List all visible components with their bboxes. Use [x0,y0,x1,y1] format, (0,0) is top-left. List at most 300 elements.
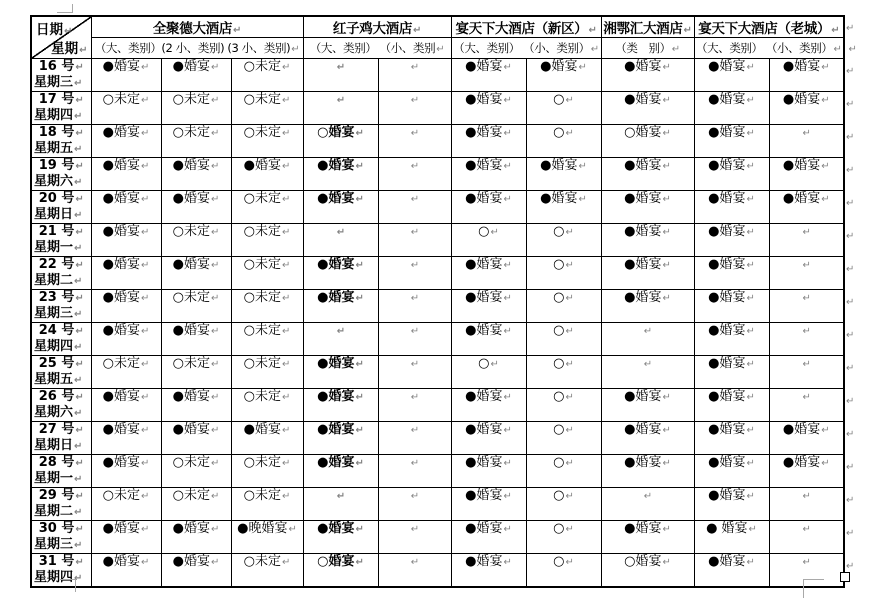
schedule-cell [769,257,844,290]
schedule-cell: ●婚宴↵ [91,191,161,224]
paragraph-mark: ↵ [503,95,512,106]
paragraph-mark: ↵ [74,540,83,551]
schedule-row [31,323,860,356]
schedule-row [31,455,860,488]
schedule-cell: ○未定↵ [231,191,303,224]
schedule-cell: ○未定↵ [231,554,303,588]
paragraph-mark: ↵ [281,293,291,304]
paragraph-mark: ↵ [662,557,671,568]
paragraph-mark: ↵ [846,296,855,308]
schedule-cell: ●婚宴↵ [451,422,526,455]
schedule-cell: ○未定↵ [231,323,303,356]
paragraph-mark: ↵ [846,527,855,539]
paragraph-mark: ↵ [74,78,83,89]
paragraph-mark: ↵ [503,491,512,502]
hotel-header-xiang-e-hui: 湘鄂汇大酒店↵ [601,16,694,38]
schedule-cell: ○未定↵ [161,92,231,125]
paragraph-mark: ↵ [846,131,855,143]
row-end-mark [844,521,860,554]
paragraph-mark: ↵ [643,491,653,502]
schedule-cell: ○未定↵ [161,290,231,323]
paragraph-mark: ↵ [74,507,83,518]
schedule-cell: ●婚宴↵ [526,191,601,224]
date-label: 20 号↵ [38,191,84,206]
paragraph-mark: ↵ [355,194,364,205]
paragraph-mark: ↵ [503,326,512,337]
paragraph-mark: ↵ [503,458,512,469]
category-header-yantianxia-laocheng: （大、类别） （小、类别）↵ [694,38,844,59]
date-label: 31 号↵ [38,554,84,569]
schedule-cell: ●婚宴↵ [601,521,694,554]
paragraph-mark: ↵ [74,276,83,287]
paragraph-mark: ↵ [281,227,291,238]
paragraph-mark: ↵ [75,194,84,205]
paragraph-mark: ↵ [75,458,84,469]
paragraph-mark: ↵ [662,128,671,139]
schedule-cell: ●婚宴↵ [694,455,769,488]
paragraph-mark: ↵ [565,425,574,436]
paragraph-mark: ↵ [802,359,811,370]
date-cell [31,125,91,158]
paragraph-mark: ↵ [746,458,755,469]
schedule-cell: ●婚宴↵ [694,422,769,455]
schedule-cell [378,389,451,422]
paragraph-mark: ↵ [410,557,420,568]
paragraph-mark: ↵ [821,425,830,436]
schedule-cell: ●婚宴↵ [161,158,231,191]
schedule-cell: ○↵ [526,521,601,554]
paragraph-mark: ↵ [140,524,150,535]
paragraph-mark: ↵ [210,326,220,337]
paragraph-mark: ↵ [281,194,291,205]
paragraph-mark: ↵ [355,293,364,304]
schedule-cell: ●婚宴↵ [601,290,694,323]
schedule-cell: ●婚宴↵ [161,422,231,455]
paragraph-mark: ↵ [503,62,512,73]
paragraph-mark: ↵ [355,458,364,469]
schedule-cell: ○未定↵ [161,125,231,158]
paragraph-mark: ↵ [846,164,855,176]
schedule-cell: ○未定↵ [161,488,231,521]
paragraph-mark: ↵ [802,293,811,304]
date-cell [31,59,91,92]
paragraph-mark: ↵ [210,128,220,139]
paragraph-mark: ↵ [503,128,512,139]
paragraph-mark: ↵ [75,227,84,238]
schedule-cell [769,125,844,158]
schedule-cell: ●婚宴↵ [694,488,769,521]
paragraph-mark: ↵ [336,95,346,106]
row-end-mark [844,16,860,38]
schedule-cell: ●婚宴↵ [601,422,694,455]
paragraph-mark: ↵ [336,227,346,238]
category-header-hongziji: （大、类别） （小、类别↵ [303,38,451,59]
paragraph-mark: ↵ [662,95,671,106]
paragraph-mark: ↵ [281,326,291,337]
schedule-cell: ●婚宴↵ [769,422,844,455]
weekday-label: 星期六↵ [34,405,83,420]
paragraph-mark: ↵ [64,26,73,37]
schedule-cell [378,290,451,323]
paragraph-mark: ↵ [410,326,420,337]
paragraph-mark: ↵ [503,293,512,304]
schedule-cell: ○↵ [451,224,526,257]
paragraph-mark: ↵ [565,293,574,304]
paragraph-mark: ↵ [281,62,291,73]
paragraph-mark: ↵ [74,144,83,155]
paragraph-mark: ↵ [662,62,671,73]
paragraph-mark: ↵ [233,25,242,36]
paragraph-mark: ↵ [662,194,671,205]
paragraph-mark: ↵ [288,524,297,535]
paragraph-mark: ↵ [746,161,755,172]
paragraph-mark: ↵ [748,524,757,535]
date-cell [31,257,91,290]
paragraph-mark: ↵ [75,161,84,172]
weekday-label: 星期一↵ [34,471,83,486]
schedule-cell: ○↵ [526,125,601,158]
paragraph-mark: ↵ [746,491,755,502]
schedule-cell [378,257,451,290]
paragraph-mark: ↵ [846,197,855,209]
paragraph-mark: ↵ [281,95,291,106]
schedule-cell: ●婚宴↵ [526,59,601,92]
paragraph-mark: ↵ [565,326,574,337]
schedule-cell: ●婚宴↵ [451,290,526,323]
paragraph-mark: ↵ [662,293,671,304]
schedule-cell: ○↵ [526,224,601,257]
schedule-cell [378,422,451,455]
date-label: 21 号↵ [38,224,84,239]
category-header-xiang-e-hui: （类 别）↵ [601,38,694,59]
schedule-cell: ●婚宴↵ [601,92,694,125]
paragraph-mark: ↵ [75,491,84,502]
date-cell [31,455,91,488]
date-cell [31,323,91,356]
schedule-cell [378,521,451,554]
schedule-cell: ●婚宴↵ [303,356,378,389]
paragraph-mark: ↵ [74,243,83,254]
paragraph-mark: ↵ [140,161,150,172]
paragraph-mark: ↵ [802,491,811,502]
schedule-row [31,554,860,588]
paragraph-mark: ↵ [336,326,346,337]
paragraph-mark: ↵ [578,194,587,205]
schedule-cell: ○未定↵ [91,356,161,389]
paragraph-mark: ↵ [74,375,83,386]
schedule-cell: ●婚宴↵ [303,290,378,323]
paragraph-mark: ↵ [140,491,150,502]
schedule-cell [303,59,378,92]
paragraph-mark: ↵ [746,326,755,337]
date-cell [31,356,91,389]
paragraph-mark: ↵ [140,359,150,370]
schedule-cell [601,323,694,356]
schedule-cell: ○↵ [526,92,601,125]
schedule-cell: ●婚宴↵ [91,290,161,323]
schedule-cell [378,125,451,158]
paragraph-mark: ↵ [74,573,83,584]
paragraph-mark: ↵ [75,425,84,436]
paragraph-mark: ↵ [503,260,512,271]
schedule-cell [303,92,378,125]
schedule-cell: ●婚宴↵ [694,125,769,158]
paragraph-mark: ↵ [846,23,855,34]
paragraph-mark: ↵ [210,557,220,568]
schedule-row [31,356,860,389]
paragraph-mark: ↵ [846,230,855,242]
text-boundary-mark-bottom-left [60,579,76,592]
paragraph-mark: ↵ [565,359,574,370]
paragraph-mark: ↵ [140,260,150,271]
schedule-cell: ●婚宴↵ [161,59,231,92]
paragraph-mark: ↵ [75,293,84,304]
paragraph-mark: ↵ [291,44,300,55]
schedule-cell: ○婚宴↵ [303,554,378,588]
paragraph-mark: ↵ [831,25,840,36]
schedule-cell [378,191,451,224]
schedule-cell: ●婚宴↵ [694,323,769,356]
paragraph-mark: ↵ [410,260,420,271]
paragraph-mark: ↵ [210,194,220,205]
schedule-cell: ●婚宴↵ [601,257,694,290]
paragraph-mark: ↵ [746,425,755,436]
table-body [31,59,860,588]
paragraph-mark: ↵ [821,161,830,172]
schedule-cell [303,488,378,521]
schedule-cell [378,356,451,389]
paragraph-mark: ↵ [565,458,574,469]
paragraph-mark: ↵ [281,161,291,172]
schedule-row [31,59,860,92]
paragraph-mark: ↵ [210,458,220,469]
paragraph-mark: ↵ [846,98,855,110]
paragraph-mark: ↵ [490,227,499,238]
paragraph-mark: ↵ [846,428,855,440]
weekday-label: 星期四↵ [34,570,83,585]
schedule-cell: ●婚宴↵ [769,92,844,125]
paragraph-mark: ↵ [490,359,499,370]
paragraph-mark: ↵ [210,425,220,436]
schedule-cell [769,488,844,521]
paragraph-mark: ↵ [355,359,364,370]
schedule-cell: ○↵ [526,488,601,521]
paragraph-mark: ↵ [74,111,83,122]
paragraph-mark: ↵ [746,392,755,403]
paragraph-mark: ↵ [210,524,220,535]
weekday-label: 星期五↵ [34,372,83,387]
paragraph-mark: ↵ [746,194,755,205]
schedule-cell: ●婚宴↵ [601,224,694,257]
corner-cell [31,16,91,59]
date-label: 23 号↵ [38,290,84,305]
paragraph-mark: ↵ [210,62,220,73]
paragraph-mark: ↵ [140,425,150,436]
schedule-cell: ●婚宴↵ [601,59,694,92]
schedule-cell: ○婚宴↵ [601,125,694,158]
paragraph-mark: ↵ [662,425,671,436]
schedule-cell: ○未定↵ [231,389,303,422]
weekday-label: 星期三↵ [34,537,83,552]
schedule-row [31,521,860,554]
paragraph-mark: ↵ [355,392,364,403]
paragraph-mark: ↵ [802,227,811,238]
paragraph-mark: ↵ [140,326,150,337]
date-label: 26 号↵ [38,389,84,404]
schedule-cell: ●婚宴↵ [451,521,526,554]
weekday-label: 星期日↵ [34,438,83,453]
paragraph-mark: ↵ [210,392,220,403]
paragraph-mark: ↵ [210,491,220,502]
paragraph-mark: ↵ [410,62,420,73]
schedule-cell: ●婚宴↵ [601,455,694,488]
schedule-cell: ○未定↵ [231,224,303,257]
paragraph-mark: ↵ [75,557,84,568]
paragraph-mark: ↵ [74,177,83,188]
schedule-cell [769,389,844,422]
schedule-row [31,290,860,323]
schedule-cell: ○未定↵ [161,455,231,488]
schedule-cell: ●婚宴↵ [451,59,526,92]
date-cell [31,389,91,422]
schedule-cell [769,356,844,389]
paragraph-mark: ↵ [802,128,811,139]
paragraph-mark: ↵ [565,491,574,502]
date-label: 22 号↵ [38,257,84,272]
paragraph-mark: ↵ [590,44,599,55]
paragraph-mark: ↵ [140,194,150,205]
date-cell [31,92,91,125]
paragraph-mark: ↵ [802,260,811,271]
row-end-mark [844,290,860,323]
schedule-cell: ●婚宴↵ [91,521,161,554]
row-end-mark [844,356,860,389]
row-end-mark [844,125,860,158]
schedule-cell: ●婚宴↵ [451,554,526,588]
date-label: 16 号↵ [38,59,84,74]
paragraph-mark: ↵ [821,458,830,469]
paragraph-mark: ↵ [281,128,291,139]
paragraph-mark: ↵ [410,293,420,304]
schedule-cell: ○↵ [526,290,601,323]
schedule-cell [378,158,451,191]
paragraph-mark: ↵ [662,524,671,535]
row-end-mark [844,257,860,290]
paragraph-mark: ↵ [75,524,84,535]
paragraph-mark: ↵ [683,25,692,36]
schedule-cell: ○未定↵ [231,356,303,389]
paragraph-mark: ↵ [75,128,84,139]
paragraph-mark: ↵ [565,95,574,106]
row-end-mark [844,455,860,488]
paragraph-mark: ↵ [75,392,84,403]
paragraph-mark: ↵ [410,194,420,205]
schedule-cell: ●婚宴↵ [161,521,231,554]
paragraph-mark: ↵ [74,210,83,221]
paragraph-mark: ↵ [281,425,291,436]
table-resize-handle[interactable] [840,572,850,582]
schedule-row [31,389,860,422]
paragraph-mark: ↵ [662,458,671,469]
hotel-header-quanjude: 全聚德大酒店↵ [91,16,303,38]
paragraph-mark: ↵ [746,260,755,271]
paragraph-mark: ↵ [821,95,830,106]
date-label: 30 号↵ [38,521,84,536]
schedule-cell: ○↵ [526,257,601,290]
schedule-cell: ●婚宴↵ [303,389,378,422]
paragraph-mark: ↵ [336,62,346,73]
row-end-mark [844,191,860,224]
schedule-cell: ○未定↵ [91,92,161,125]
paragraph-mark: ↵ [410,392,420,403]
paragraph-mark: ↵ [140,557,150,568]
weekday-label: 星期一↵ [34,240,83,255]
weekday-label: 星期二↵ [34,273,83,288]
schedule-cell: ○未定↵ [231,92,303,125]
paragraph-mark: ↵ [74,309,83,320]
schedule-cell: ●婚宴↵ [161,257,231,290]
paragraph-mark: ↵ [281,557,291,568]
paragraph-mark: ↵ [140,392,150,403]
paragraph-mark: ↵ [565,260,574,271]
schedule-cell: ●婚宴↵ [451,92,526,125]
schedule-cell: ●婚宴↵ [91,59,161,92]
paragraph-mark: ↵ [846,263,855,275]
paragraph-mark: ↵ [140,293,150,304]
paragraph-mark: ↵ [846,494,855,506]
schedule-cell: ●婚宴↵ [769,455,844,488]
schedule-cell: ●婚宴↵ [91,224,161,257]
schedule-cell: ●婚宴↵ [91,125,161,158]
schedule-cell: ●婚宴↵ [303,422,378,455]
hotel-header-yantianxia-laocheng: 宴天下大酒店（老城）↵ [694,16,844,38]
weekday-label: 星期六↵ [34,174,83,189]
schedule-cell: ○↵ [526,323,601,356]
paragraph-mark: ↵ [503,194,512,205]
schedule-cell: ●婚宴↵ [91,455,161,488]
schedule-row [31,422,860,455]
schedule-cell: ●婚宴↵ [694,158,769,191]
schedule-row [31,92,860,125]
paragraph-mark: ↵ [210,95,220,106]
schedule-cell: ○未定↵ [231,290,303,323]
paragraph-mark: ↵ [210,359,220,370]
paragraph-mark: ↵ [355,425,364,436]
paragraph-mark: ↵ [75,62,84,73]
paragraph-mark: ↵ [75,359,84,370]
paragraph-mark: ↵ [565,557,574,568]
paragraph-mark: ↵ [821,194,830,205]
category-header-quanjude: （大、类别）(2 小、类别) (3 小、类别)↵ [91,38,303,59]
date-cell [31,422,91,455]
hotel-header-yantianxia-xinqu: 宴天下大酒店（新区）↵ [451,16,601,38]
paragraph-mark: ↵ [210,293,220,304]
banquet-schedule-table [30,15,861,588]
paragraph-mark: ↵ [503,524,512,535]
paragraph-mark: ↵ [355,524,364,535]
schedule-cell [769,290,844,323]
schedule-cell: ○婚宴↵ [601,554,694,588]
schedule-cell: ○↵ [526,389,601,422]
paragraph-mark: ↵ [281,260,291,271]
weekday-label: 星期二↵ [34,504,83,519]
paragraph-mark: ↵ [746,293,755,304]
paragraph-mark: ↵ [413,25,422,36]
date-cell [31,521,91,554]
schedule-cell: ○婚宴↵ [303,125,378,158]
paragraph-mark: ↵ [565,524,574,535]
paragraph-mark: ↵ [578,161,587,172]
